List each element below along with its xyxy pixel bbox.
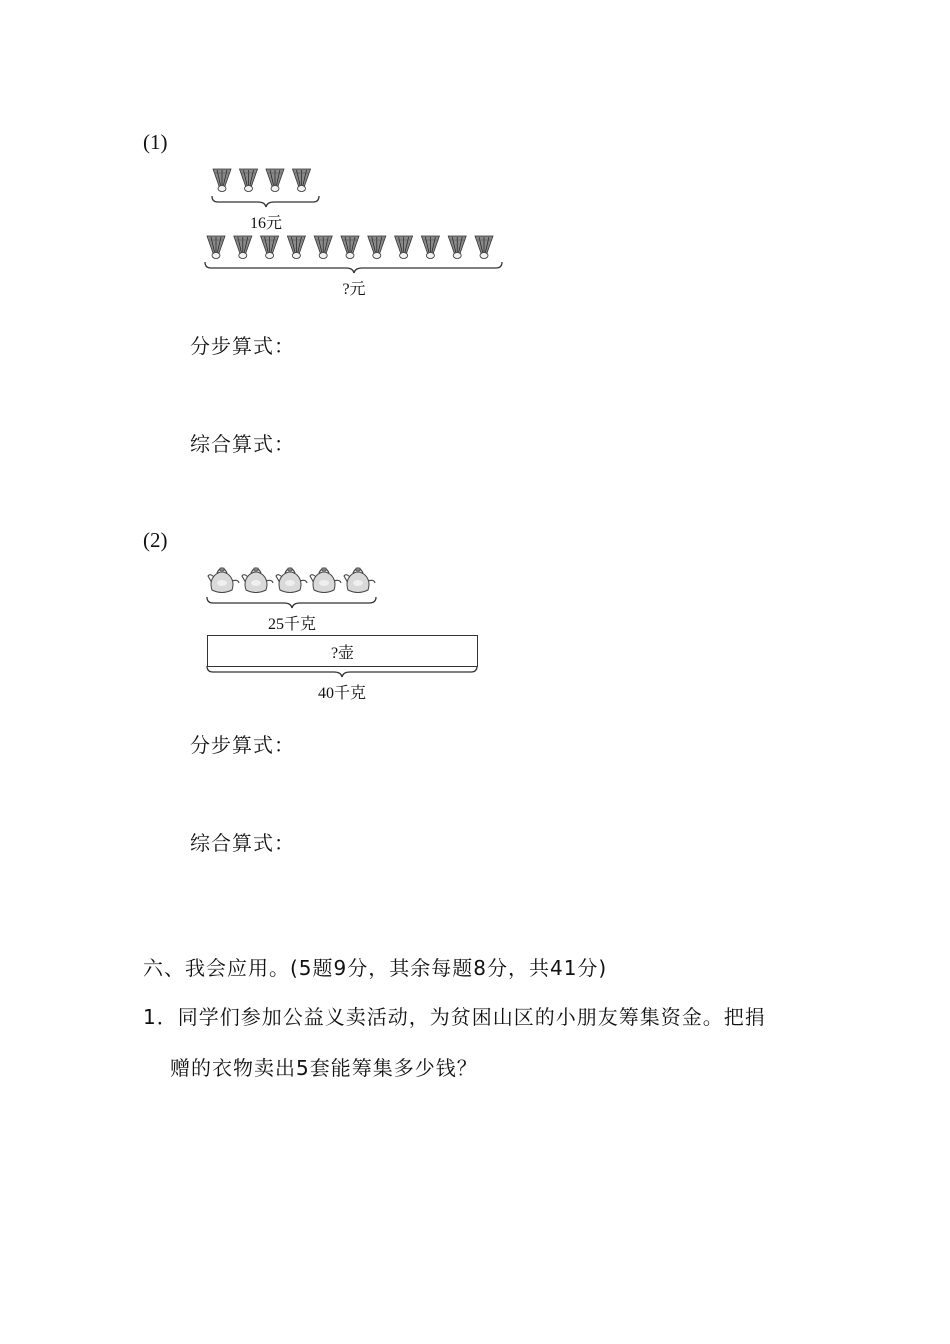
section-6-heading: 六、我会应用。(5题9分，其余每题8分，共41分) xyxy=(143,956,608,980)
top-brace-label: 16元 xyxy=(249,215,282,232)
box-brace-label: 40千克 xyxy=(317,685,366,702)
problem-2-combined-label: 综合算式： xyxy=(190,831,295,855)
problem-2-number: (2) xyxy=(143,528,168,552)
box-label: ?壶 xyxy=(330,644,355,662)
question-1-line-1: 1．同学们参加公益义卖活动，为贫困山区的小朋友筹集资金。把捐 xyxy=(143,1005,766,1029)
question-1-line-2: 赠的衣物卖出5套能筹集多少钱？ xyxy=(170,1056,478,1080)
problem-1-step-label: 分步算式： xyxy=(190,334,295,358)
kettle-brace-label: 25千克 xyxy=(267,616,316,633)
problem-1-number: (1) xyxy=(143,130,168,154)
problem-1-combined-label: 综合算式： xyxy=(190,432,295,456)
bottom-brace-label: ?元 xyxy=(342,281,366,298)
problem-2-step-label: 分步算式： xyxy=(190,733,295,757)
